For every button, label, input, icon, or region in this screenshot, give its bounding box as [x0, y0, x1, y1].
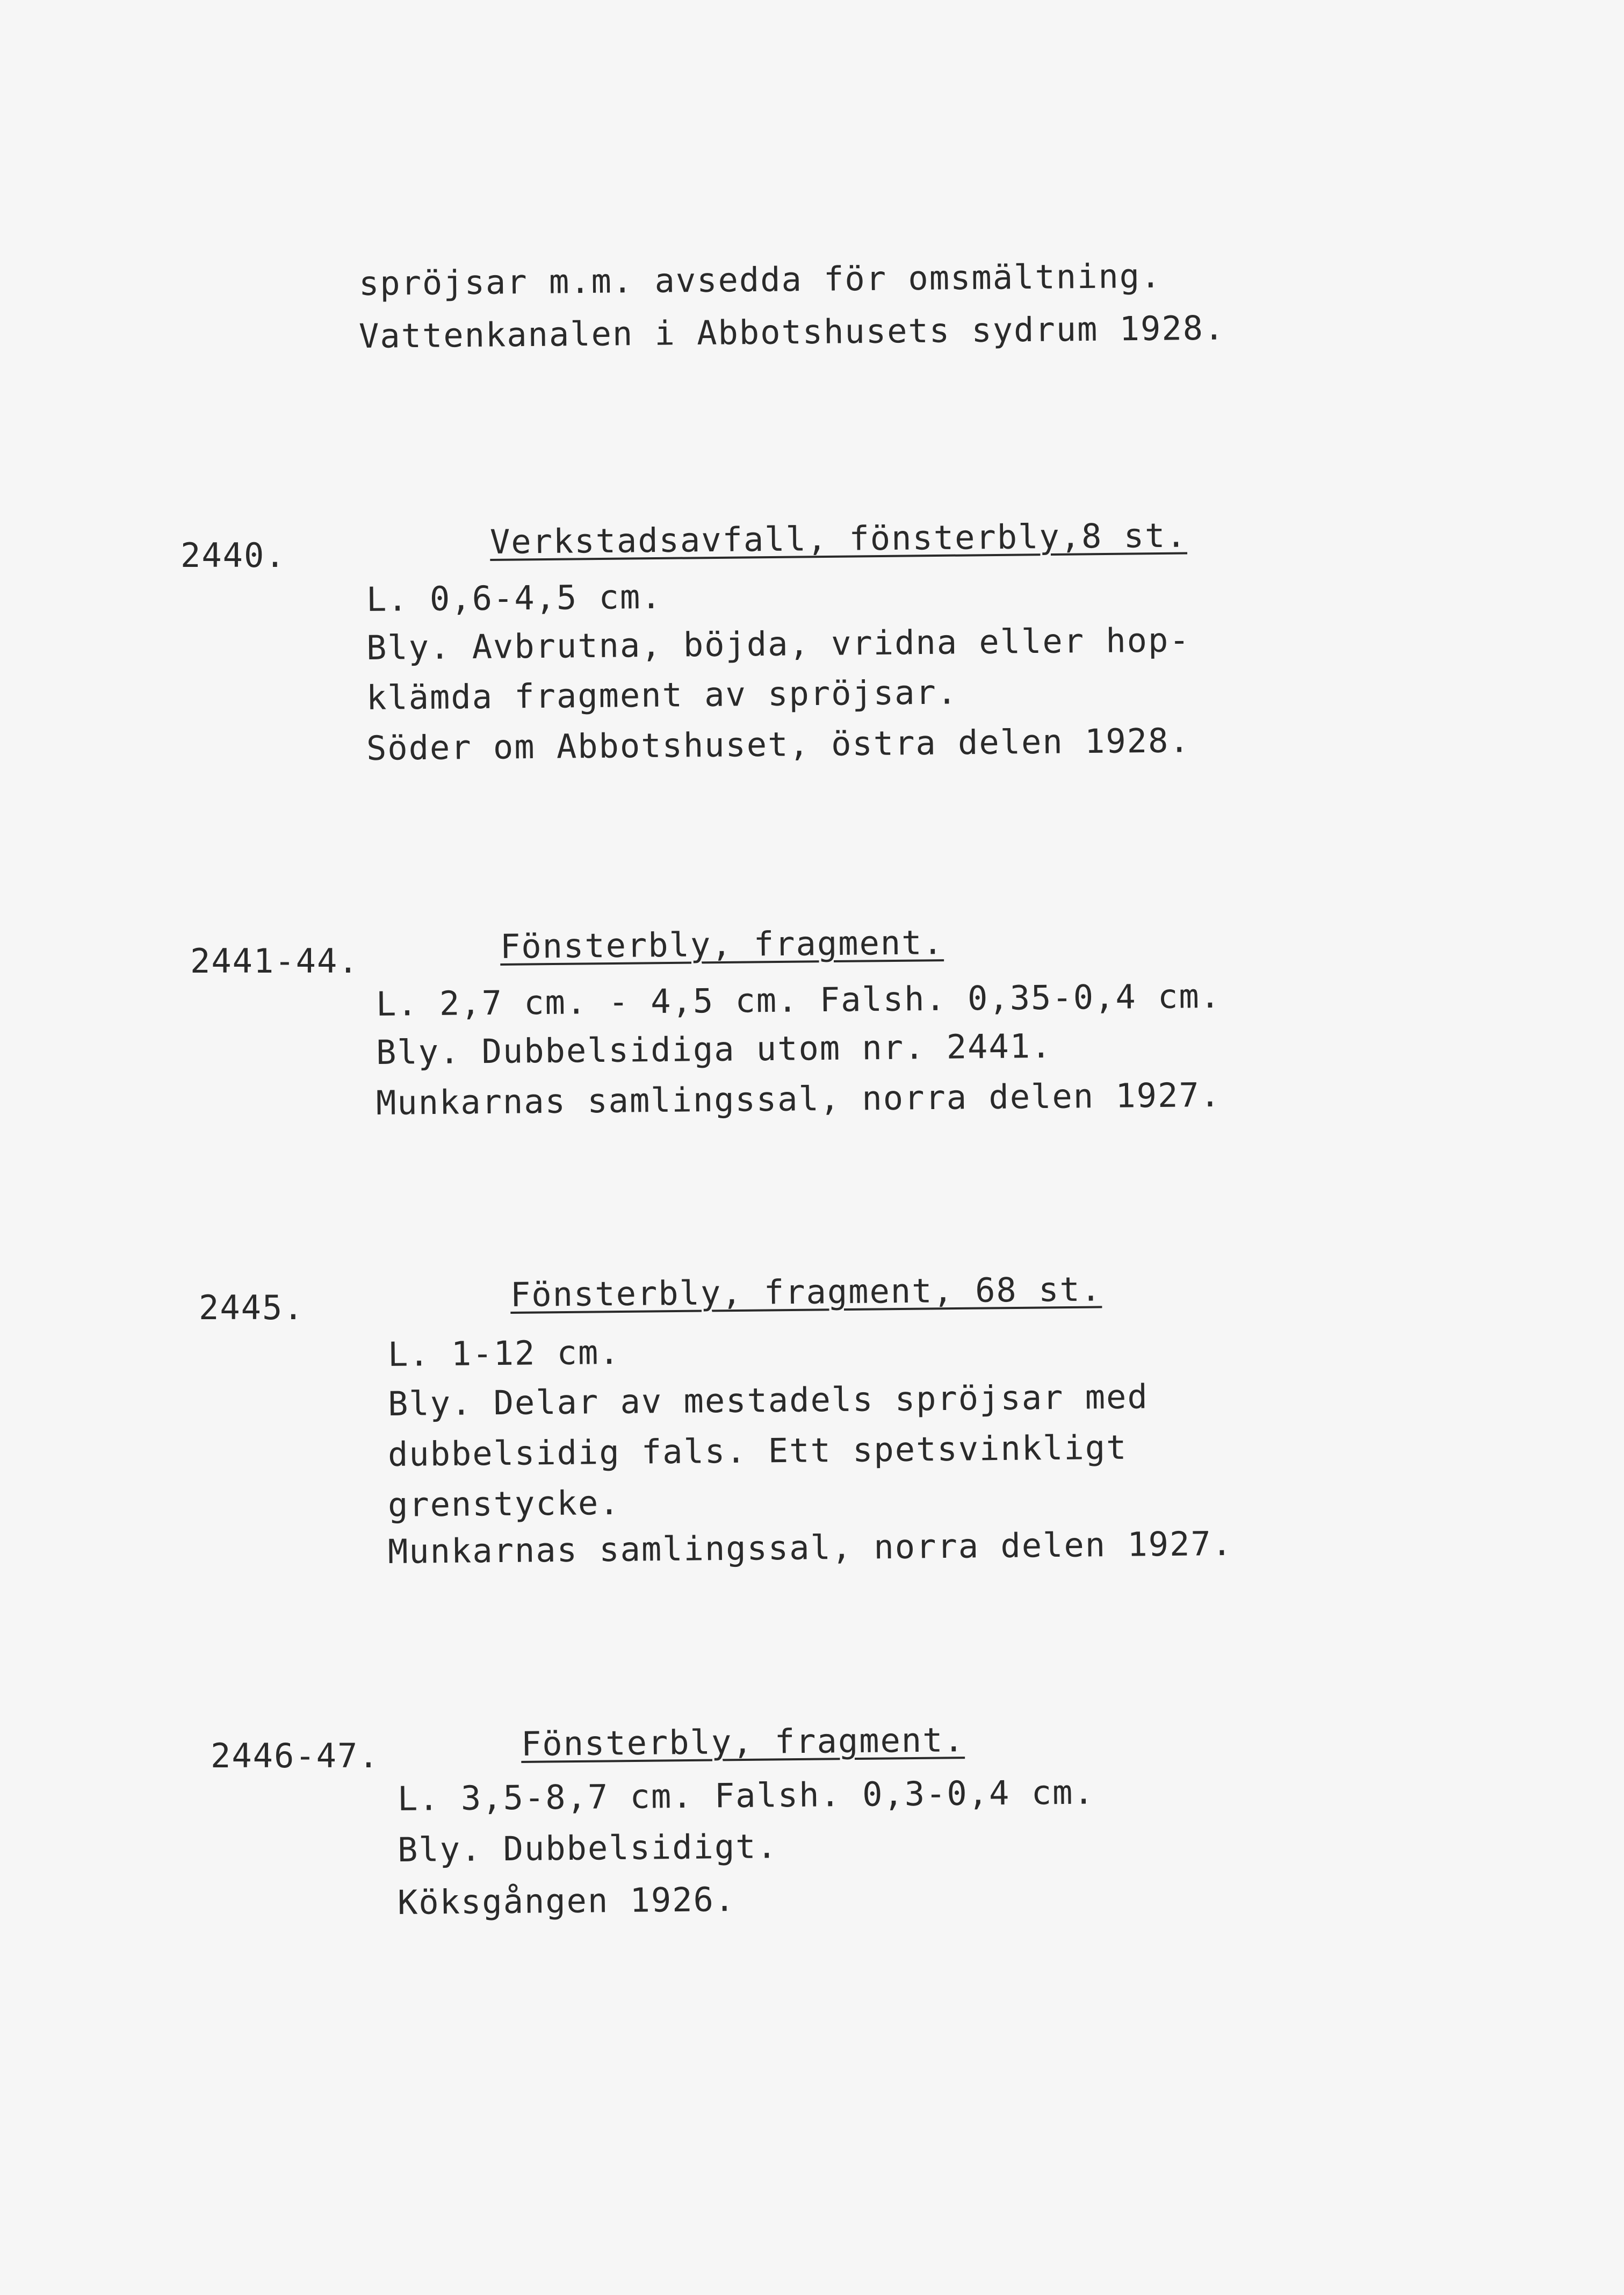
entry-line: dubbelsidig fals. Ett spetsvinkligt	[387, 1427, 1128, 1474]
entry-line: L. 1-12 cm.	[387, 1332, 620, 1374]
entry-line: Köksgången 1926.	[397, 1879, 736, 1922]
entry-number: 2446-47.	[211, 1736, 380, 1775]
entry-number: 2440.	[181, 536, 286, 575]
entry-number: 2441-44.	[190, 941, 359, 981]
entry-line: Bly. Avbrutna, böjda, vridna eller hop-	[366, 620, 1191, 667]
entry-line: grenstycke.	[387, 1483, 620, 1524]
entry-line: L. 3,5-8,7 cm. Falsh. 0,3-0,4 cm.	[397, 1772, 1095, 1818]
entry-heading: Fönsterbly, fragment.	[521, 1720, 965, 1764]
continuation-line: spröjsar m.m. avsedda för omsmältning.	[358, 256, 1162, 303]
entry-line: Munkarnas samlingssal, norra delen 1927.	[387, 1523, 1233, 1571]
entry-line: L. 2,7 cm. - 4,5 cm. Falsh. 0,35-0,4 cm.	[376, 976, 1222, 1024]
entry-number: 2445.	[199, 1288, 305, 1327]
entry-line: Söder om Abbotshuset, östra delen 1928.	[366, 721, 1191, 768]
entry-line: Bly. Dubbelsidigt.	[397, 1826, 778, 1869]
entry-line: klämda fragment av spröjsar.	[366, 672, 958, 717]
entry-heading: Fönsterbly, fragment, 68 st.	[510, 1269, 1102, 1314]
entry-line: Bly. Delar av mestadels spröjsar med	[387, 1377, 1149, 1423]
entry-line: Bly. Dubbelsidiga utom nr. 2441.	[376, 1026, 1052, 1072]
entry-line: Munkarnas samlingssal, norra delen 1927.	[376, 1075, 1222, 1123]
entry-line: L. 0,6-4,5 cm.	[366, 577, 662, 619]
continuation-line: Vattenkanalen i Abbotshusets sydrum 1928.	[358, 308, 1225, 356]
entry-heading: Fönsterbly, fragment.	[500, 923, 944, 966]
entry-heading: Verkstadsavfall, fönsterbly,8 st.	[489, 515, 1188, 562]
